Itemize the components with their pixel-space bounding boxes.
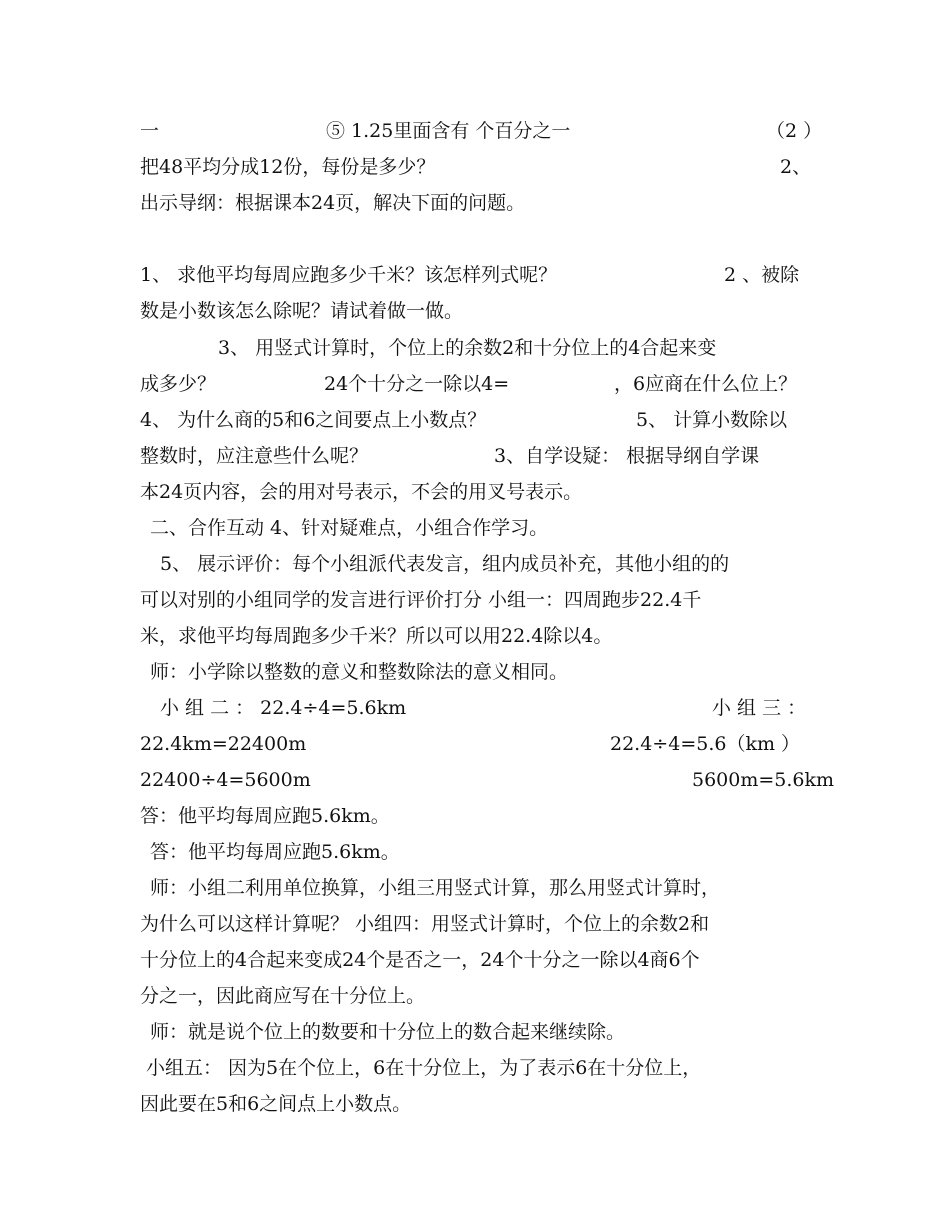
group-two-conversion: 22.4km=22400m [140,733,307,755]
question-1: 1、 求他平均每周应跑多少千米？该怎样列式呢？ [140,264,558,286]
question-4: 4、 为什么商的5和6之间要点上小数点？ [140,409,487,431]
question-2-start: 2 、被除 [724,264,800,286]
group-two-calc: 小 组 二 ： 22.4÷4=5.6km [160,697,407,719]
question-2-end: 数是小数该怎么除呢？请试着做一做。 [140,300,464,322]
answer-1: 答：他平均每周应跑5.6km。 [140,805,390,827]
question-3-end: 成多少？ [140,373,217,395]
self-study-start: 3、自学设疑： 根据导纲自学课 [494,445,760,467]
question-3-position: ，6应商在什么位上？ [614,373,798,395]
self-study-end: 本24页内容，会的用对号表示，不会的用叉号表示。 [140,481,583,503]
answer-2: 答：他平均每周应跑5.6km。 [150,841,400,863]
question-3-start: 3、 用竖式计算时，个位上的余数2和十分位上的4合起来变 [218,337,717,359]
section-cooperation: 二、合作互动 4、针对疑难点，小组合作学习。 [150,517,549,539]
group-three-calc: 22.4÷4=5.6（km ） [610,733,801,755]
teacher-comment-1: 师：小学除以整数的意义和整数除法的意义相同。 [150,661,569,683]
question-5-start: 5、 计算小数除以 [636,409,788,431]
teacher-comment-2: 师：小组二利用单位换算，小组三用竖式计算，那么用竖式计算时， [150,877,721,899]
line-1-question: ⑤ 1.25里面含有 个百分之一 [326,120,571,142]
presentation-start: 5、 展示评价：每个小组派代表发言，组内成员补充，其他小组的的 [160,553,730,575]
group-four-middle: 十分位上的4合起来变成24个是否之一，24个十分之一除以4商6个 [140,949,700,971]
group-five-start: 小组五： 因为5在个位上，6在十分位上，为了表示6在十分位上， [146,1057,702,1079]
teacher-comment-3: 师：就是说个位上的数要和十分位上的数合起来继续除。 [150,1021,626,1043]
line-1-number: （2 ） [766,120,823,142]
line-2-question: 把48平均分成12份，每份是多少？ [140,156,436,178]
group-one-answer: 米，求他平均每周跑多少千米？所以可以用22.4除以4。 [140,625,613,647]
question-5-end: 整数时，应注意些什么呢？ [140,445,369,467]
presentation-middle: 可以对别的小组同学的发言进行评价打分 小组一：四周跑步22.4千 [140,589,702,611]
group-two-division: 22400÷4=5600m [140,769,311,791]
group-three-conversion: 5600m=5.6km [692,769,835,791]
group-four-end: 分之一，因此商应写在十分位上。 [140,985,426,1007]
guide-intro: 出示导纲：根据课本24页，解决下面的问题。 [140,192,526,214]
group-four-start: 为什么可以这样计算呢？ 小组四：用竖式计算时，个位上的余数2和 [140,913,710,935]
group-three-label: 小 组 三 ： [712,697,807,719]
line-2-number: 2、 [780,156,812,178]
group-five-end: 因此要在5和6之间点上小数点。 [140,1093,412,1115]
line-1-prefix: 一 [140,120,160,142]
question-3-calc: 24个十分之一除以4= [324,373,510,395]
